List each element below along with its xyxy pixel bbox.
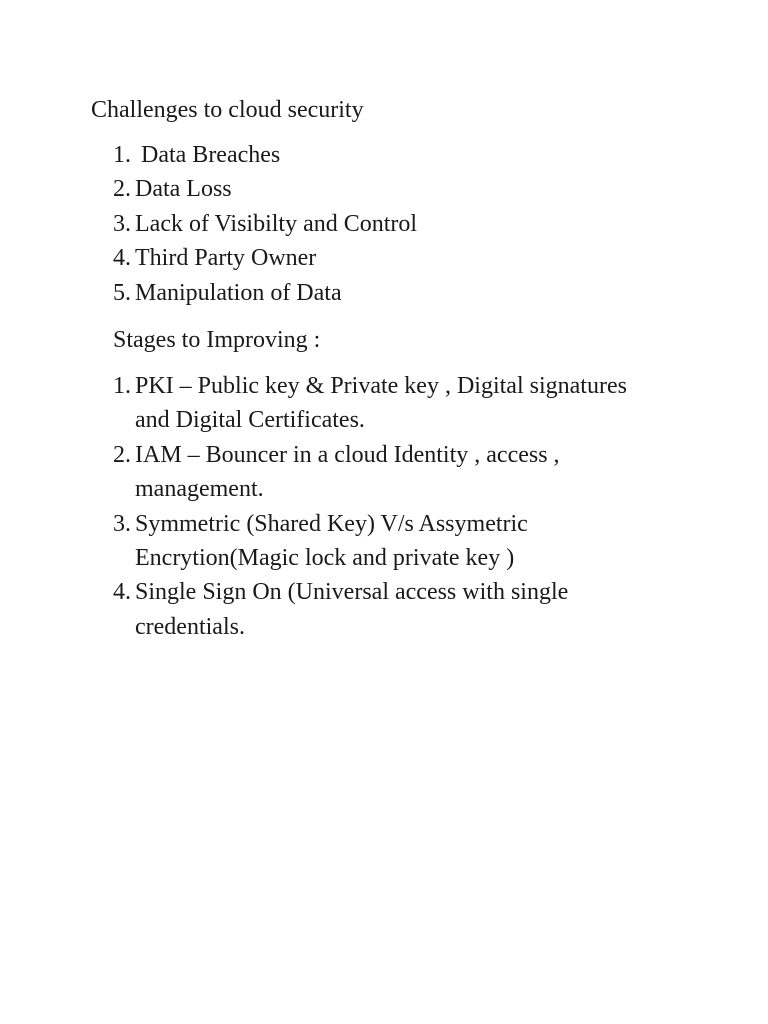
- list-item: [113, 138, 417, 172]
- list-item-number: 5.: [113, 279, 131, 306]
- list-item-text: Data Loss: [135, 176, 232, 203]
- list-item: [113, 369, 655, 438]
- list-item-text: Single Sign On (Universal access with single credentials.: [135, 579, 569, 640]
- list-item: [113, 207, 417, 241]
- page-title: Challenges to cloud security: [91, 97, 364, 123]
- list-item-text: Data Breaches: [141, 142, 281, 168]
- list-item-number: 4.: [113, 245, 131, 272]
- list-item: [113, 172, 417, 206]
- list-item-number: 1.: [113, 142, 131, 168]
- list-item: [113, 276, 417, 310]
- list-item-text: Lack of Visibilty and Control: [135, 210, 418, 237]
- list-item-text: Symmetric (Shared Key) V/s Assymetric Encrytion(Magic lock and private key ): [135, 510, 528, 572]
- list-item: [113, 575, 655, 644]
- list-item: [113, 438, 655, 507]
- stages-list: [113, 369, 655, 644]
- challenges-list: [113, 138, 417, 310]
- list-item-number: 1.: [113, 373, 131, 399]
- list-item-number: 3.: [113, 210, 131, 237]
- list-item-text: Third Party Owner: [135, 245, 317, 272]
- list-item: [113, 241, 417, 275]
- list-item-number: 4.: [113, 579, 131, 606]
- list-item-number: 2.: [113, 441, 131, 468]
- stages-heading: Stages to Improving :: [113, 327, 321, 353]
- list-item-number: 3.: [113, 510, 131, 537]
- list-item-text: IAM – Bouncer in a cloud Identity , access , management.: [135, 441, 560, 503]
- list-item-text: Manipulation of Data: [135, 279, 342, 306]
- list-item: [113, 507, 655, 576]
- list-item-number: 2.: [113, 176, 131, 203]
- list-item-text: PKI – Public key & Private key , Digital signatures and Digital Certificates.: [135, 373, 627, 434]
